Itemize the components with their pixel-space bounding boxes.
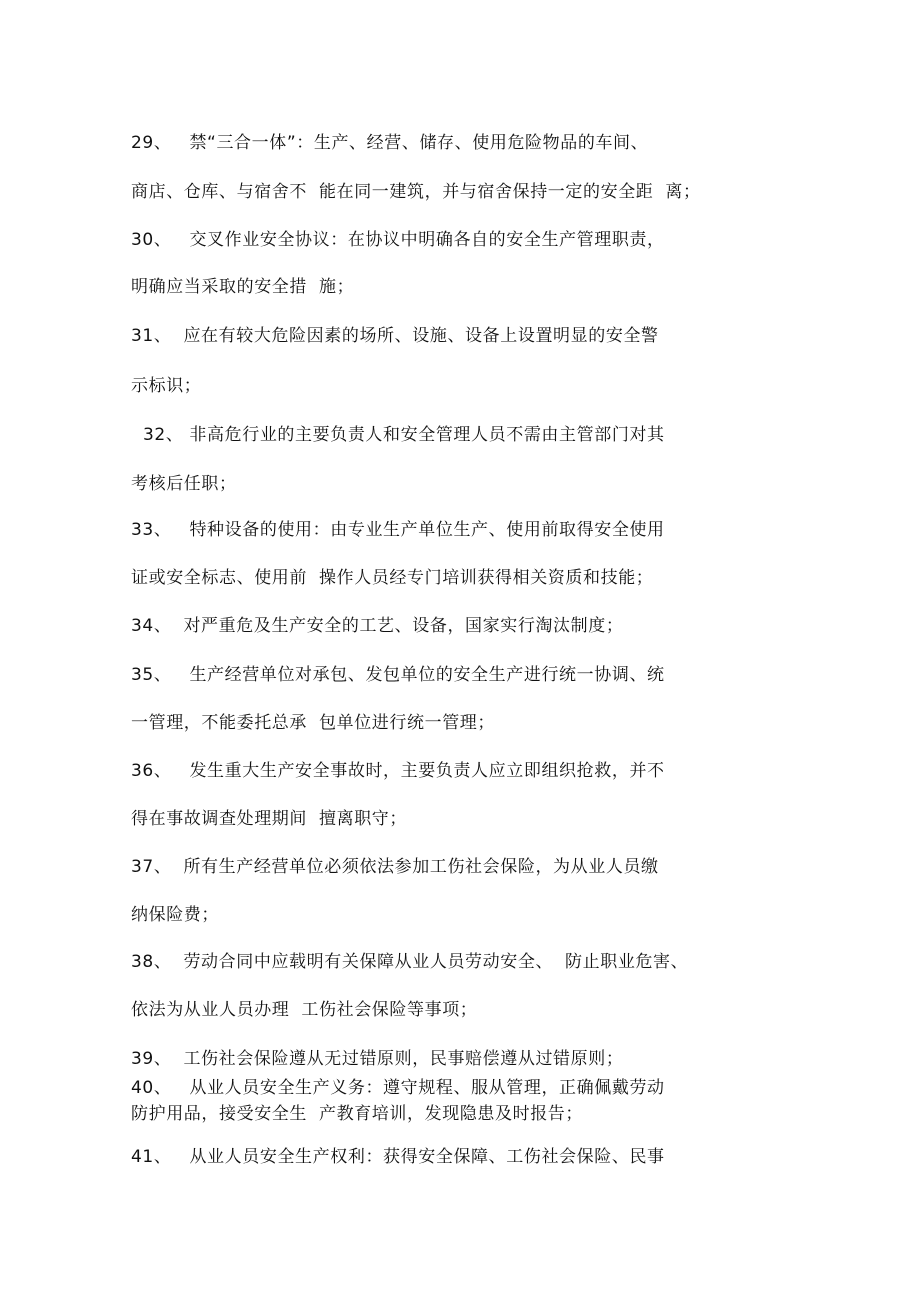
text-line-38a: 38、 劳动合同中应载明有关保障从业人员劳动安全、 防止职业危害、 — [131, 952, 689, 972]
text-line-29b: 商店、仓库、与宿舍不 能在同一建筑，并与宿舍保持一定的安全距 离； — [131, 182, 701, 202]
text-line-38b: 依法为从业人员办理 工伤社会保险等事项； — [131, 1000, 478, 1020]
text-line-37a: 37、 所有生产经营单位必须依法参加工伤社会保险，为从业人员缴 — [131, 857, 659, 877]
text-line-39: 39、 工伤社会保险遵从无过错原则，民事赔偿遵从过错原则； — [131, 1049, 624, 1069]
text-line-30b: 明确应当采取的安全措 施； — [131, 277, 355, 297]
text-line-41: 41、 从业人员安全生产权利：获得安全保障、工伤社会保险、民事 — [131, 1147, 665, 1167]
text-line-32b: 考核后任职； — [131, 474, 237, 494]
text-line-30a: 30、 交叉作业安全协议：在协议中明确各自的安全生产管理职责， — [131, 230, 665, 250]
text-line-36a: 36、 发生重大生产安全事故时，主要负责人应立即组织抢救，并不 — [131, 761, 665, 781]
text-line-33a: 33、 特种设备的使用：由专业生产单位生产、使用前取得安全使用 — [131, 520, 665, 540]
text-line-31a: 31、 应在有较大危险因素的场所、设施、设备上设置明显的安全警 — [131, 326, 659, 346]
text-line-29a: 29、 禁“三合一体”：生产、经营、储存、使用危险物品的车间、 — [131, 133, 649, 153]
text-line-34: 34、 对严重危及生产安全的工艺、设备，国家实行淘汰制度； — [131, 616, 624, 636]
text-line-31b: 示标识； — [131, 376, 202, 396]
text-line-40a: 40、 从业人员安全生产义务：遵守规程、服从管理，正确佩戴劳动 — [131, 1078, 665, 1098]
text-line-40b: 防护用品，接受安全生 产教育培训，发现隐患及时报告； — [131, 1104, 584, 1124]
text-line-35a: 35、 生产经营单位对承包、发包单位的安全生产进行统一协调、统 — [131, 665, 665, 685]
text-line-33b: 证或安全标志、使用前 操作人员经专门培训获得相关资质和技能； — [131, 568, 654, 588]
text-line-32a: 32、 非高危行业的主要负责人和安全管理人员不需由主管部门对其 — [143, 425, 665, 445]
text-line-36b: 得在事故调查处理期间 擅离职守； — [131, 809, 408, 829]
text-line-37b: 纳保险费； — [131, 905, 219, 925]
text-line-35b: 一管理，不能委托总承 包单位进行统一管理； — [131, 713, 496, 733]
